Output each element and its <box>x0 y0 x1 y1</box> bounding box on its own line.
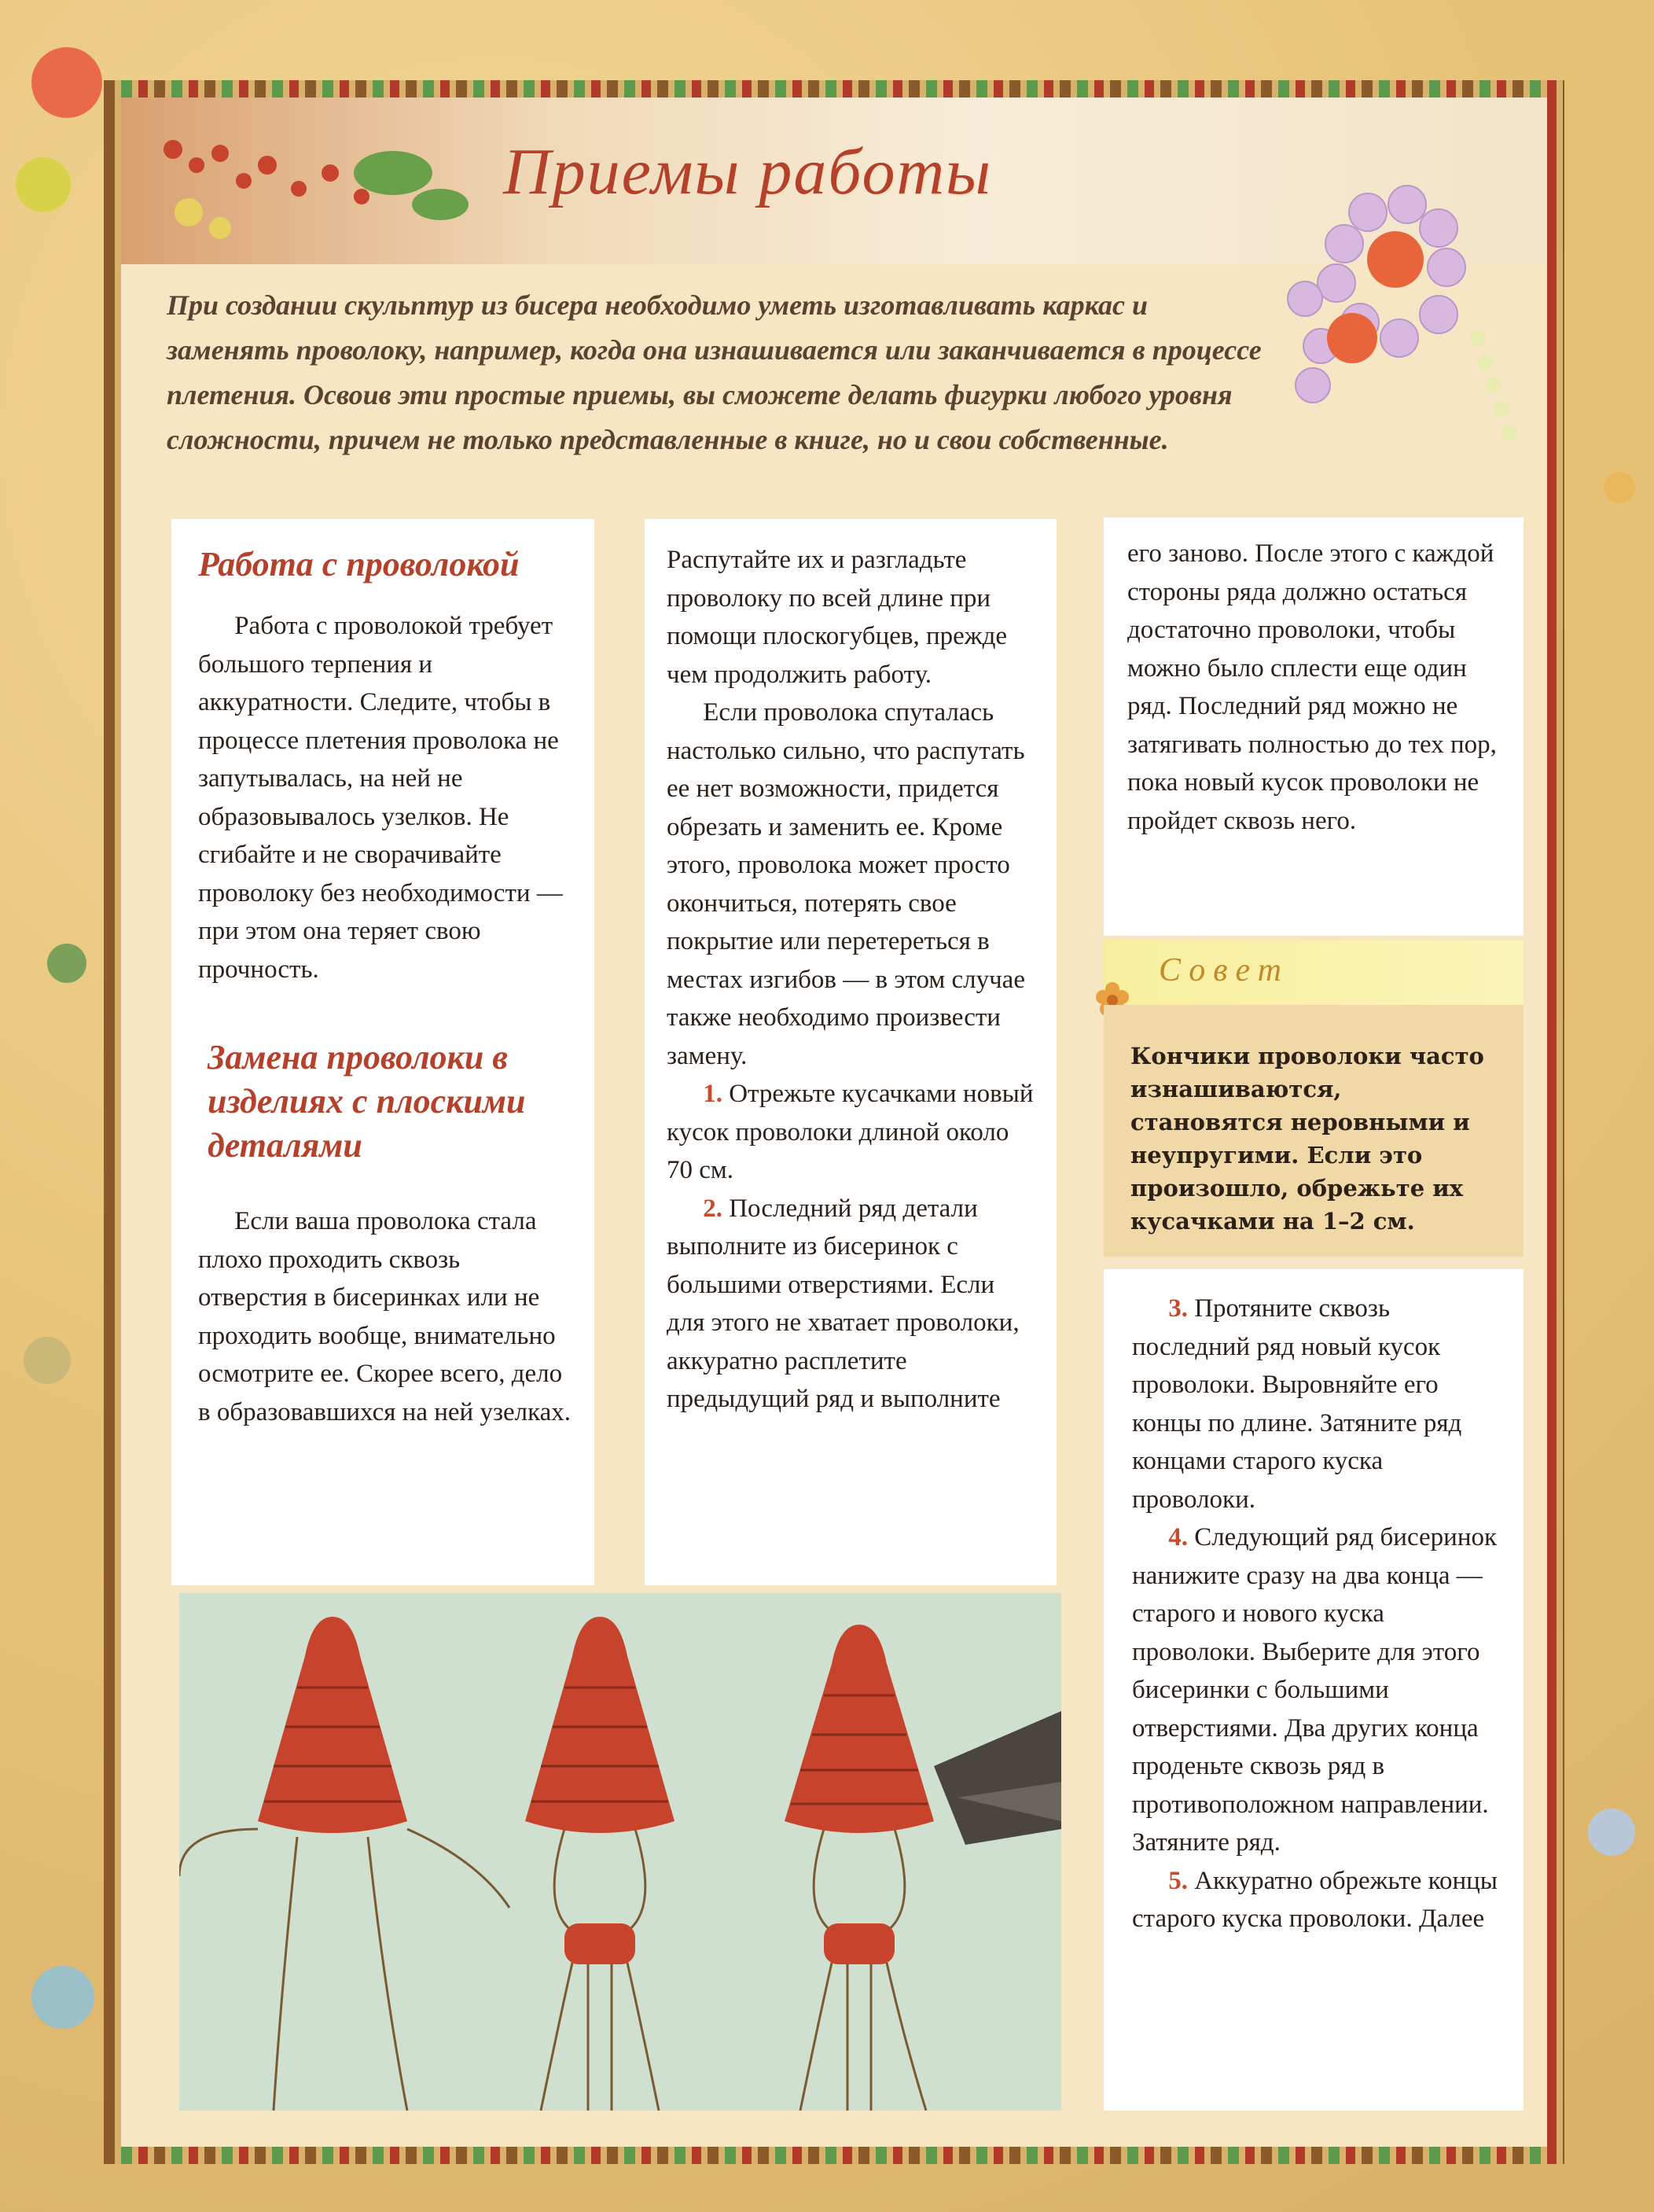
step-text: Отрежьте кусачками новый кусок проволоки длиной около 70 см. <box>667 1080 1034 1184</box>
paragraph: Распутайте их и разгладьте проволоку по всей длине при помощи плоскогубцев, прежде чем продолжить работу. <box>667 546 1008 689</box>
column-2 <box>645 519 1057 1585</box>
step-text: Последний ряд детали выполните из бисеринок с большими отверстиями. Если для этого не хватает проволоки, аккуратно расплетите предыдущий ряд и выполните <box>667 1194 1020 1413</box>
step-3 <box>1132 1290 1501 1518</box>
column-3-bottom <box>1104 1269 1524 2111</box>
advice-heading-bar <box>1104 940 1524 1005</box>
step-text: Протяните сквозь последний ряд новый кусок проволоки. Выровняйте его концы по длине. Затяните ряд концами старого куска проволоки. <box>1132 1294 1462 1514</box>
beaded-pieces-photo <box>179 1593 1061 2111</box>
step-4 <box>1132 1518 1501 1862</box>
section-heading-wire-replacement: Замена проволоки в изделиях с плоскими деталями <box>208 1038 526 1165</box>
page-title: Приемы работы <box>503 135 993 208</box>
column-1 <box>171 519 594 1585</box>
advice-text: Кончики проволоки часто изнашиваются, становятся неровными и неупругими. Если это произошло, обрежьте их кусачками на 1–2 см. <box>1130 1043 1484 1235</box>
step-number: 3. <box>1168 1294 1188 1323</box>
step-number: 4. <box>1168 1523 1188 1551</box>
beaded-pieces-illustration <box>179 1593 1061 2111</box>
step-1 <box>667 1075 1036 1190</box>
step-number: 5. <box>1168 1866 1188 1895</box>
advice-box <box>1104 1005 1524 1257</box>
step-number: 2. <box>703 1194 722 1223</box>
paragraph: Работа с проволокой требует большого терпения и аккуратности. Следите, чтобы в процессе плетения проволока не запутывалась, на ней не образовывалось узелков. Не сгибайте и не сворачивайте проволоку без необходимости — при этом она теряет свою прочность. <box>198 612 563 984</box>
step-2 <box>667 1190 1036 1419</box>
paragraph: Если ваша проволока стала плохо проходить сквозь отверстия в бисеринках или не проходить вообще, внимательно осмотрите ее. Скорее всего, дело в образовавшихся на ней узелках. <box>198 1207 572 1426</box>
intro-text: При создании скульптур из бисера необходимо уметь изготавливать каркас и заменять проволоку, например, когда она изнашивается или заканчивается в процессе плетения. Освоив эти простые приемы, вы сможете делать фигурки любого уровня сложности, причем не только представленные в книге, но и свои собственные. <box>167 289 1262 455</box>
paragraph: его заново. После этого с каждой стороны ряда должно остаться достаточно проволоки, чтобы можно было сплести еще один ряд. Последний ряд можно не затягивать полностью до тех пор, пока новый кусок проволоки не пройдет сквозь него. <box>1127 539 1497 835</box>
step-number: 1. <box>703 1080 722 1108</box>
step-text: Следующий ряд бисеринок нанижите сразу на два конца — старого и нового куска проволоки. Выберите для этого бисеринки с большими отверстиями. Два других конца проденьте сквозь ряд в противоположном направлении. Затяните ряд. <box>1132 1523 1498 1857</box>
paragraph: Если проволока спуталась настолько сильно, что распутать ее нет возможности, придется обрезать и заменить ее. Кроме этого, проволока может просто окончиться, потерять свое покрытие или перетереться в местах изгибов — в этом случае также необходимо произвести замену. <box>667 698 1025 1070</box>
section-heading-wire-work: Работа с проволокой <box>198 545 520 583</box>
column-3-top <box>1104 517 1524 936</box>
header-beads-illustration <box>142 118 472 252</box>
step-5 <box>1132 1862 1501 1938</box>
beaded-flower-illustration <box>1258 165 1525 495</box>
advice-heading: Совет <box>1159 952 1289 988</box>
step-text: Аккуратно обрежьте концы старого куска проволоки. Далее <box>1132 1866 1498 1933</box>
